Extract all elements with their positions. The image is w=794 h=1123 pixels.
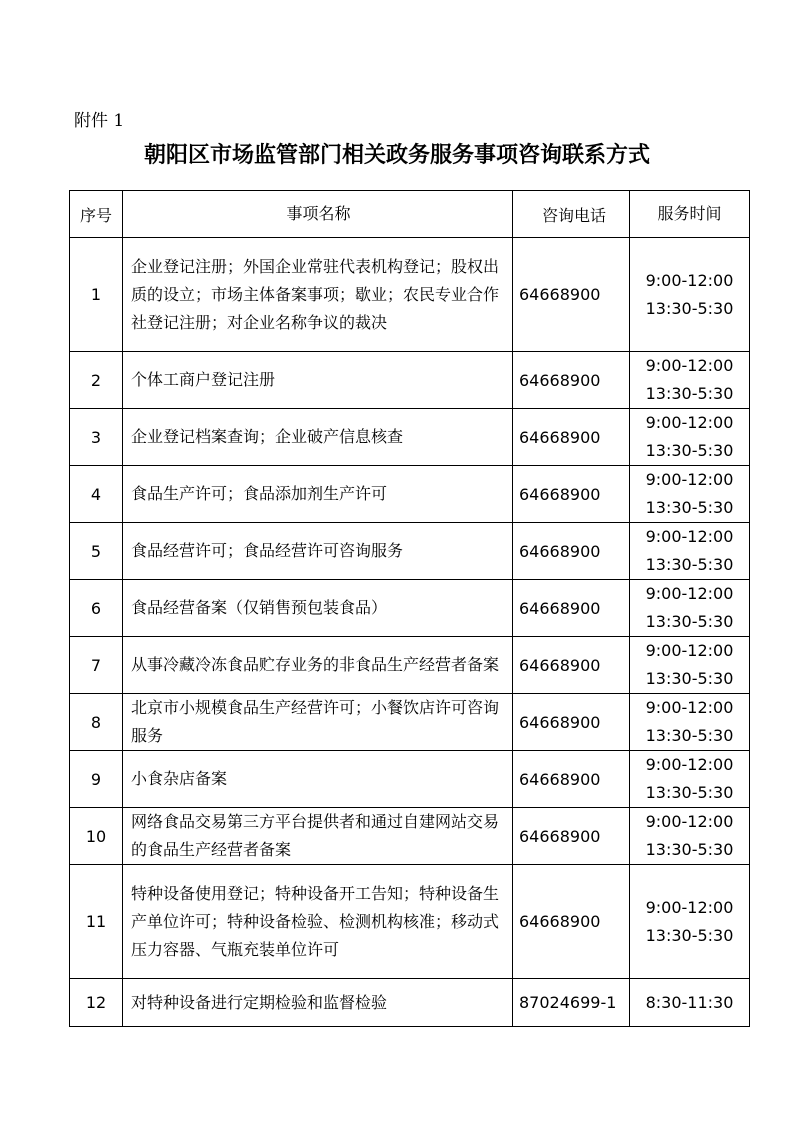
time-afternoon: 13:30-5:30 [645, 612, 734, 631]
time-morning: 9:00-12:00 [645, 356, 734, 375]
row-name: 对特种设备进行定期检验和监督检验 [123, 979, 513, 1027]
table-row [70, 352, 750, 409]
row-name: 食品经营备案（仅销售预包装食品） [123, 580, 513, 637]
time-afternoon: 13:30-5:30 [645, 298, 734, 318]
row-no: 3 [70, 409, 123, 466]
row-tel: 64668900 [513, 694, 630, 751]
row-tel: 64668900 [513, 808, 630, 865]
row-tel: 64668900 [513, 238, 630, 352]
row-no: 6 [70, 580, 123, 637]
row-name: 食品生产许可；食品添加剂生产许可 [123, 466, 513, 523]
time-afternoon: 13:30-5:30 [645, 925, 734, 945]
table-row [70, 865, 750, 979]
row-no: 4 [70, 466, 123, 523]
row-tel: 64668900 [513, 865, 630, 979]
row-tel: 64668900 [513, 409, 630, 466]
row-name: 北京市小规模食品生产经营许可；小餐饮店许可咨询服务 [123, 694, 513, 751]
row-time [630, 238, 750, 352]
row-tel: 64668900 [513, 352, 630, 409]
time-afternoon: 13:30-5:30 [645, 384, 734, 403]
table-row [70, 808, 750, 865]
time-morning: 9:00-12:00 [645, 812, 734, 831]
row-no: 5 [70, 523, 123, 580]
header-name: 事项名称 [123, 191, 513, 238]
table-row [70, 409, 750, 466]
table-row [70, 979, 750, 1027]
attachment-label: 附件 1 [74, 111, 125, 131]
row-time [630, 409, 750, 466]
row-time [630, 865, 750, 979]
row-time [630, 751, 750, 808]
row-tel: 64668900 [513, 637, 630, 694]
header-time: 服务时间 [630, 191, 750, 238]
table-row [70, 466, 750, 523]
time-morning: 9:00-12:00 [645, 641, 734, 660]
time-morning: 8:30-11:30 [645, 992, 734, 1012]
row-tel: 64668900 [513, 523, 630, 580]
time-afternoon: 13:30-5:30 [645, 840, 734, 859]
row-tel: 64668900 [513, 580, 630, 637]
row-time [630, 523, 750, 580]
row-no: 12 [70, 979, 123, 1027]
time-morning: 9:00-12:00 [645, 755, 734, 774]
time-afternoon: 13:30-5:30 [645, 555, 734, 574]
time-afternoon: 13:30-5:30 [645, 498, 734, 517]
time-afternoon: 13:30-5:30 [645, 441, 734, 460]
row-time [630, 808, 750, 865]
time-afternoon: 13:30-5:30 [645, 669, 734, 688]
row-time [630, 466, 750, 523]
row-name: 从事冷藏冷冻食品贮存业务的非食品生产经营者备案 [123, 637, 513, 694]
row-time [630, 694, 750, 751]
row-no: 7 [70, 637, 123, 694]
table-row [70, 580, 750, 637]
row-no: 9 [70, 751, 123, 808]
row-name: 特种设备使用登记；特种设备开工告知；特种设备生产单位许可；特种设备检验、检测机构核准；移动式压力容器、气瓶充装单位许可 [123, 865, 513, 979]
document-title: 朝阳区市场监管部门相关政务服务事项咨询联系方式 [143, 142, 650, 168]
table-row [70, 637, 750, 694]
time-morning: 9:00-12:00 [645, 698, 734, 717]
time-morning: 9:00-12:00 [645, 270, 734, 290]
row-time [630, 580, 750, 637]
table-row [70, 694, 750, 751]
row-tel: 64668900 [513, 751, 630, 808]
row-no: 1 [70, 238, 123, 352]
row-name: 食品经营许可；食品经营许可咨询服务 [123, 523, 513, 580]
row-time [630, 979, 750, 1027]
table-row [70, 238, 750, 352]
table-header-row [70, 191, 750, 238]
row-time [630, 352, 750, 409]
time-morning: 9:00-12:00 [645, 413, 734, 432]
row-name: 小食杂店备案 [123, 751, 513, 808]
row-name: 企业登记档案查询；企业破产信息核查 [123, 409, 513, 466]
table-row [70, 751, 750, 808]
header-no: 序号 [70, 191, 123, 238]
row-tel: 87024699-1 [513, 979, 630, 1027]
row-no: 8 [70, 694, 123, 751]
row-no: 2 [70, 352, 123, 409]
row-name: 个体工商户登记注册 [123, 352, 513, 409]
row-no: 10 [70, 808, 123, 865]
row-tel: 64668900 [513, 466, 630, 523]
time-afternoon: 13:30-5:30 [645, 783, 734, 802]
time-morning: 9:00-12:00 [645, 897, 734, 917]
row-name: 网络食品交易第三方平台提供者和通过自建网站交易的食品生产经营者备案 [123, 808, 513, 865]
time-morning: 9:00-12:00 [645, 470, 734, 489]
contact-table [69, 190, 750, 1027]
time-morning: 9:00-12:00 [645, 584, 734, 603]
header-tel: 咨询电话 [513, 191, 630, 238]
row-no: 11 [70, 865, 123, 979]
row-name: 企业登记注册；外国企业常驻代表机构登记；股权出质的设立；市场主体备案事项；歇业；农民专业合作社登记注册；对企业名称争议的裁决 [123, 238, 513, 352]
table-row [70, 523, 750, 580]
time-morning: 9:00-12:00 [645, 527, 734, 546]
time-afternoon: 13:30-5:30 [645, 726, 734, 745]
row-time [630, 637, 750, 694]
